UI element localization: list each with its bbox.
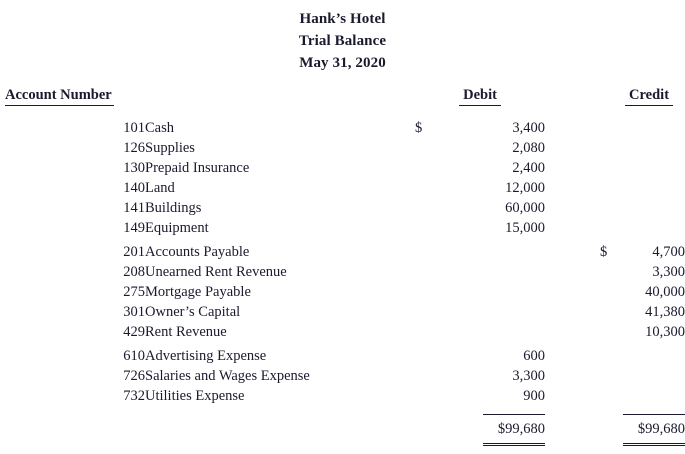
cell-credit-symbol: [600, 386, 622, 406]
cell-credit-value: 40,000: [645, 284, 685, 300]
table-row: [0, 218, 685, 238]
cell-gap: [545, 198, 600, 218]
table-body: [0, 118, 685, 446]
cell-debit-symbol: [415, 158, 437, 178]
cell-account-number: 732: [123, 388, 145, 404]
column-spacer: [545, 84, 600, 106]
cell-debit-symbol: [415, 342, 437, 366]
cell-account-name: Cash: [145, 120, 174, 136]
cell-credit-value: 10,300: [645, 324, 685, 340]
statement-name: Trial Balance: [298, 33, 387, 49]
table-row: [0, 366, 685, 386]
cell-account-number: 726: [123, 368, 145, 384]
cell-debit-value: [437, 282, 545, 302]
cell-debit-symbol: $: [415, 120, 423, 136]
cell-credit-symbol: [600, 342, 622, 366]
cell-account-number: 126: [123, 140, 145, 156]
column-header-account-number-label: Account Number: [5, 87, 114, 106]
table-row: [0, 302, 685, 322]
cell-account-number: 140: [123, 180, 145, 196]
cell-account-number: 141: [123, 200, 145, 216]
table-row: [0, 118, 685, 138]
cell-debit-value: 600: [523, 348, 546, 364]
column-header-debit: [415, 84, 545, 106]
table-row: [0, 158, 685, 178]
cell-gap: [545, 282, 600, 302]
cell-account-number: 201: [123, 244, 145, 260]
cell-debit-value: 60,000: [505, 200, 546, 216]
table-row: [0, 342, 685, 366]
table-row: [0, 262, 685, 282]
cell-account-number: 101: [123, 120, 145, 136]
totals-row: [0, 414, 685, 446]
cell-credit-symbol: [600, 138, 622, 158]
cell-credit-symbol: [600, 302, 622, 322]
cell-debit-symbol: [415, 282, 437, 302]
cell-account-number: 610: [123, 348, 145, 364]
cell-credit-value: 41,380: [645, 304, 685, 320]
cell-debit-value: 2,080: [512, 140, 546, 156]
cell-account-name: Unearned Rent Revenue: [145, 264, 287, 280]
cell-debit-symbol: [415, 302, 437, 322]
cell-account-name: Advertising Expense: [145, 348, 267, 364]
cell-gap: [545, 178, 600, 198]
table-row: [0, 238, 685, 262]
cell-credit-value: 4,700: [652, 244, 685, 260]
cell-debit-symbol: [415, 322, 437, 342]
totals-label-cell: [0, 414, 145, 446]
cell-credit-symbol: [600, 158, 622, 178]
cell-credit-value: [622, 118, 685, 138]
column-header-credit-label: Credit: [625, 87, 673, 106]
cell-credit-value: [622, 138, 685, 158]
cell-account-name: Rent Revenue: [145, 324, 227, 340]
cell-account-name: Owner’s Capital: [145, 304, 241, 320]
cell-debit-symbol: [415, 366, 437, 386]
totals-spacer-cell: [0, 406, 685, 414]
cell-debit-value: 15,000: [505, 220, 546, 236]
cell-credit-value: [622, 158, 685, 178]
cell-account-name: Mortgage Payable: [145, 284, 251, 300]
table-header-row: [0, 84, 685, 106]
cell-gap: [545, 386, 600, 406]
cell-gap: [545, 262, 600, 282]
cell-debit-value: 900: [523, 388, 546, 404]
total-credit-value: $99,680: [623, 414, 685, 446]
cell-credit-value: [622, 218, 685, 238]
cell-credit-value: [622, 198, 685, 218]
cell-credit-value: [622, 178, 685, 198]
header-spacer-row: [0, 106, 685, 118]
cell-debit-symbol: [415, 138, 437, 158]
cell-account-name: Buildings: [145, 200, 202, 216]
cell-account-number: 208: [123, 264, 145, 280]
cell-credit-symbol: [600, 218, 622, 238]
cell-account-name: Accounts Payable: [145, 244, 250, 260]
cell-debit-symbol: [415, 198, 437, 218]
cell-debit-value: 2,400: [512, 160, 546, 176]
cell-debit-symbol: [415, 218, 437, 238]
header-spacer-cell: [0, 106, 685, 118]
table-row: [0, 386, 685, 406]
column-header-debit-label: Debit: [459, 87, 501, 106]
cell-credit-symbol: [600, 282, 622, 302]
cell-gap: [545, 238, 600, 262]
cell-debit-value: 12,000: [505, 180, 546, 196]
cell-debit-value: [437, 262, 545, 282]
cell-account-number: 301: [123, 304, 145, 320]
document-title-block: [0, 8, 685, 74]
cell-gap: [545, 138, 600, 158]
cell-gap: [545, 366, 600, 386]
cell-debit-symbol: [415, 238, 437, 262]
total-credit-cell: [600, 414, 685, 446]
table-row: [0, 322, 685, 342]
cell-account-number: 429: [123, 324, 145, 340]
cell-account-name: Salaries and Wages Expense: [145, 368, 310, 384]
cell-account-name: Supplies: [145, 140, 195, 156]
cell-credit-symbol: [600, 198, 622, 218]
cell-debit-symbol: [415, 262, 437, 282]
cell-credit-symbol: [600, 262, 622, 282]
cell-account-name: Prepaid Insurance: [145, 160, 250, 176]
totals-spacer-row: [0, 406, 685, 414]
cell-debit-symbol: [415, 386, 437, 406]
cell-gap: [545, 302, 600, 322]
trial-balance-table: [0, 84, 685, 446]
cell-credit-symbol: [600, 118, 622, 138]
cell-credit-symbol: $: [600, 244, 608, 260]
cell-gap: [545, 322, 600, 342]
cell-credit-symbol: [600, 178, 622, 198]
cell-account-number: 149: [123, 220, 145, 236]
table-row: [0, 282, 685, 302]
cell-gap: [545, 218, 600, 238]
cell-account-name: Land: [145, 180, 175, 196]
totals-name-cell: [145, 414, 415, 446]
total-debit-value: $99,680: [483, 414, 545, 446]
cell-account-number: 275: [123, 284, 145, 300]
cell-credit-value: [622, 386, 685, 406]
cell-gap: [545, 158, 600, 178]
cell-credit-value: 3,300: [652, 264, 685, 280]
table-row: [0, 178, 685, 198]
cell-gap: [545, 118, 600, 138]
cell-gap: [545, 342, 600, 366]
cell-account-number: 130: [123, 160, 145, 176]
table-row: [0, 138, 685, 158]
cell-debit-value: [437, 238, 545, 262]
cell-account-name: Equipment: [145, 220, 209, 236]
column-header-account-number: [0, 84, 415, 106]
cell-credit-symbol: [600, 366, 622, 386]
cell-debit-value: 3,300: [512, 368, 546, 384]
table-row: [0, 198, 685, 218]
cell-debit-value: 3,400: [512, 120, 546, 136]
cell-account-name: Utilities Expense: [145, 388, 245, 404]
cell-gap: [545, 414, 600, 446]
cell-debit-symbol: [415, 178, 437, 198]
cell-credit-symbol: [600, 322, 622, 342]
statement-date: May 31, 2020: [299, 55, 386, 71]
cell-debit-value: [437, 322, 545, 342]
total-debit-cell: [415, 414, 545, 446]
cell-credit-value: [622, 366, 685, 386]
company-name: Hank’s Hotel: [299, 11, 386, 27]
column-header-credit: [600, 84, 685, 106]
cell-debit-value: [437, 302, 545, 322]
cell-credit-value: [622, 342, 685, 366]
trial-balance-sheet: [0, 84, 685, 446]
